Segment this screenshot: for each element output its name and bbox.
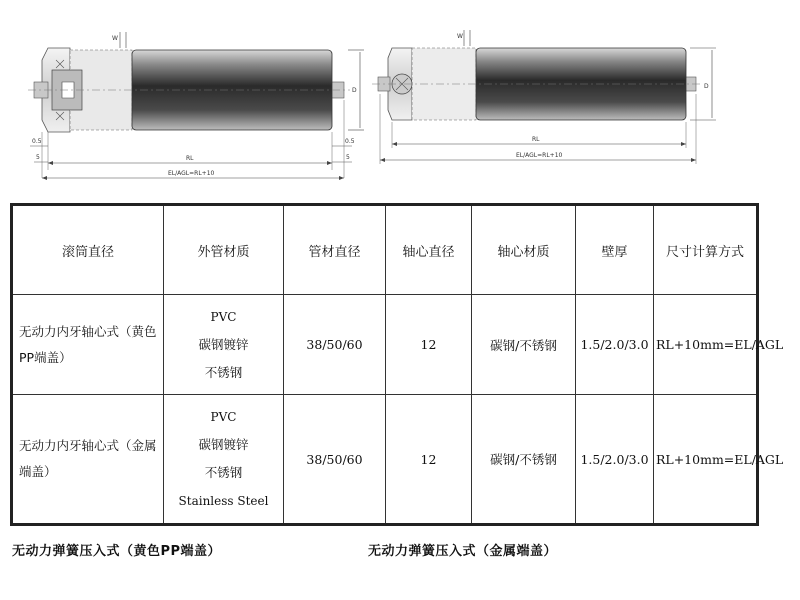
d-label: D: [352, 87, 357, 94]
material-item: Stainless Steel: [178, 494, 269, 508]
wall-thickness-cell: 1.5/2.0/3.0: [576, 395, 654, 525]
dim-5-right: 5: [346, 154, 350, 161]
roller-type-line: PP端盖）: [19, 349, 72, 365]
material-item: PVC: [210, 309, 237, 324]
caption-metal-cap: 无动力弹簧压入式（金属端盖）: [368, 544, 558, 559]
size-formula-cell: RL+10mm=EL/AGL: [654, 295, 758, 395]
material-item: 碳钢镀锌: [198, 336, 249, 352]
material-item: 不锈钢: [204, 364, 243, 380]
rl-label: RL: [186, 155, 194, 162]
shaft-diameter-cell: 12: [386, 295, 472, 395]
header-tube-diameter: 管材直径: [284, 205, 386, 295]
header-tube-material: 外管材质: [164, 205, 284, 295]
d-label: D: [704, 83, 709, 90]
header-shaft-diameter: 轴心直径: [386, 205, 472, 295]
material-item: PVC: [210, 410, 237, 424]
tube-diameter-cell: 38/50/60: [284, 295, 386, 395]
table-row: [12, 395, 758, 525]
el-label: EL/AGL=RL+10: [168, 170, 215, 177]
table-row: [12, 295, 758, 395]
size-formula-cell: RL+10mm=EL/AGL: [654, 395, 758, 525]
materials-cell: [164, 295, 284, 395]
wall-thickness-cell: 1.5/2.0/3.0: [576, 295, 654, 395]
header-wall-thickness: 壁厚: [576, 205, 654, 295]
material-item: 不锈钢: [204, 465, 243, 480]
materials-cell: [164, 395, 284, 525]
drawing-yellow-pp-cap: [28, 32, 364, 180]
roller-technical-drawings: [0, 0, 800, 200]
roller-type-line: 无动力内牙轴心式（黄色: [19, 323, 157, 339]
dim-5-left: 5: [36, 154, 40, 161]
shaft-material-cell: 碳钢/不锈钢: [472, 295, 576, 395]
dim-05-left: 0.5: [32, 138, 42, 145]
roller-type-line: 无动力内牙轴心式（金属: [19, 438, 157, 453]
rl-label: RL: [532, 136, 540, 143]
roller-type-cell: [12, 395, 164, 525]
spec-table: [10, 203, 784, 526]
header-shaft-material: 轴心材质: [472, 205, 576, 295]
dim-05-right: 0.5: [345, 138, 355, 145]
drawing-metal-cap: [372, 30, 716, 164]
caption-yellow-pp-cap: 无动力弹簧压入式（黄色PP端盖）: [12, 544, 222, 559]
shaft-material-cell: 碳钢/不锈钢: [472, 395, 576, 525]
roller-type-line: 端盖）: [19, 464, 57, 479]
header-roller-diameter: 滚筒直径: [12, 205, 164, 295]
roller-type-cell: [12, 295, 164, 395]
tube-diameter-cell: 38/50/60: [284, 395, 386, 525]
el-label: EL/AGL=RL+10: [516, 152, 563, 159]
header-size-formula: 尺寸计算方式: [654, 205, 758, 295]
w-label: W: [112, 35, 118, 42]
w-label: W: [457, 33, 463, 40]
shaft-diameter-cell: 12: [386, 395, 472, 525]
material-item: 碳钢镀锌: [198, 437, 249, 452]
table-header-row: [12, 205, 758, 295]
